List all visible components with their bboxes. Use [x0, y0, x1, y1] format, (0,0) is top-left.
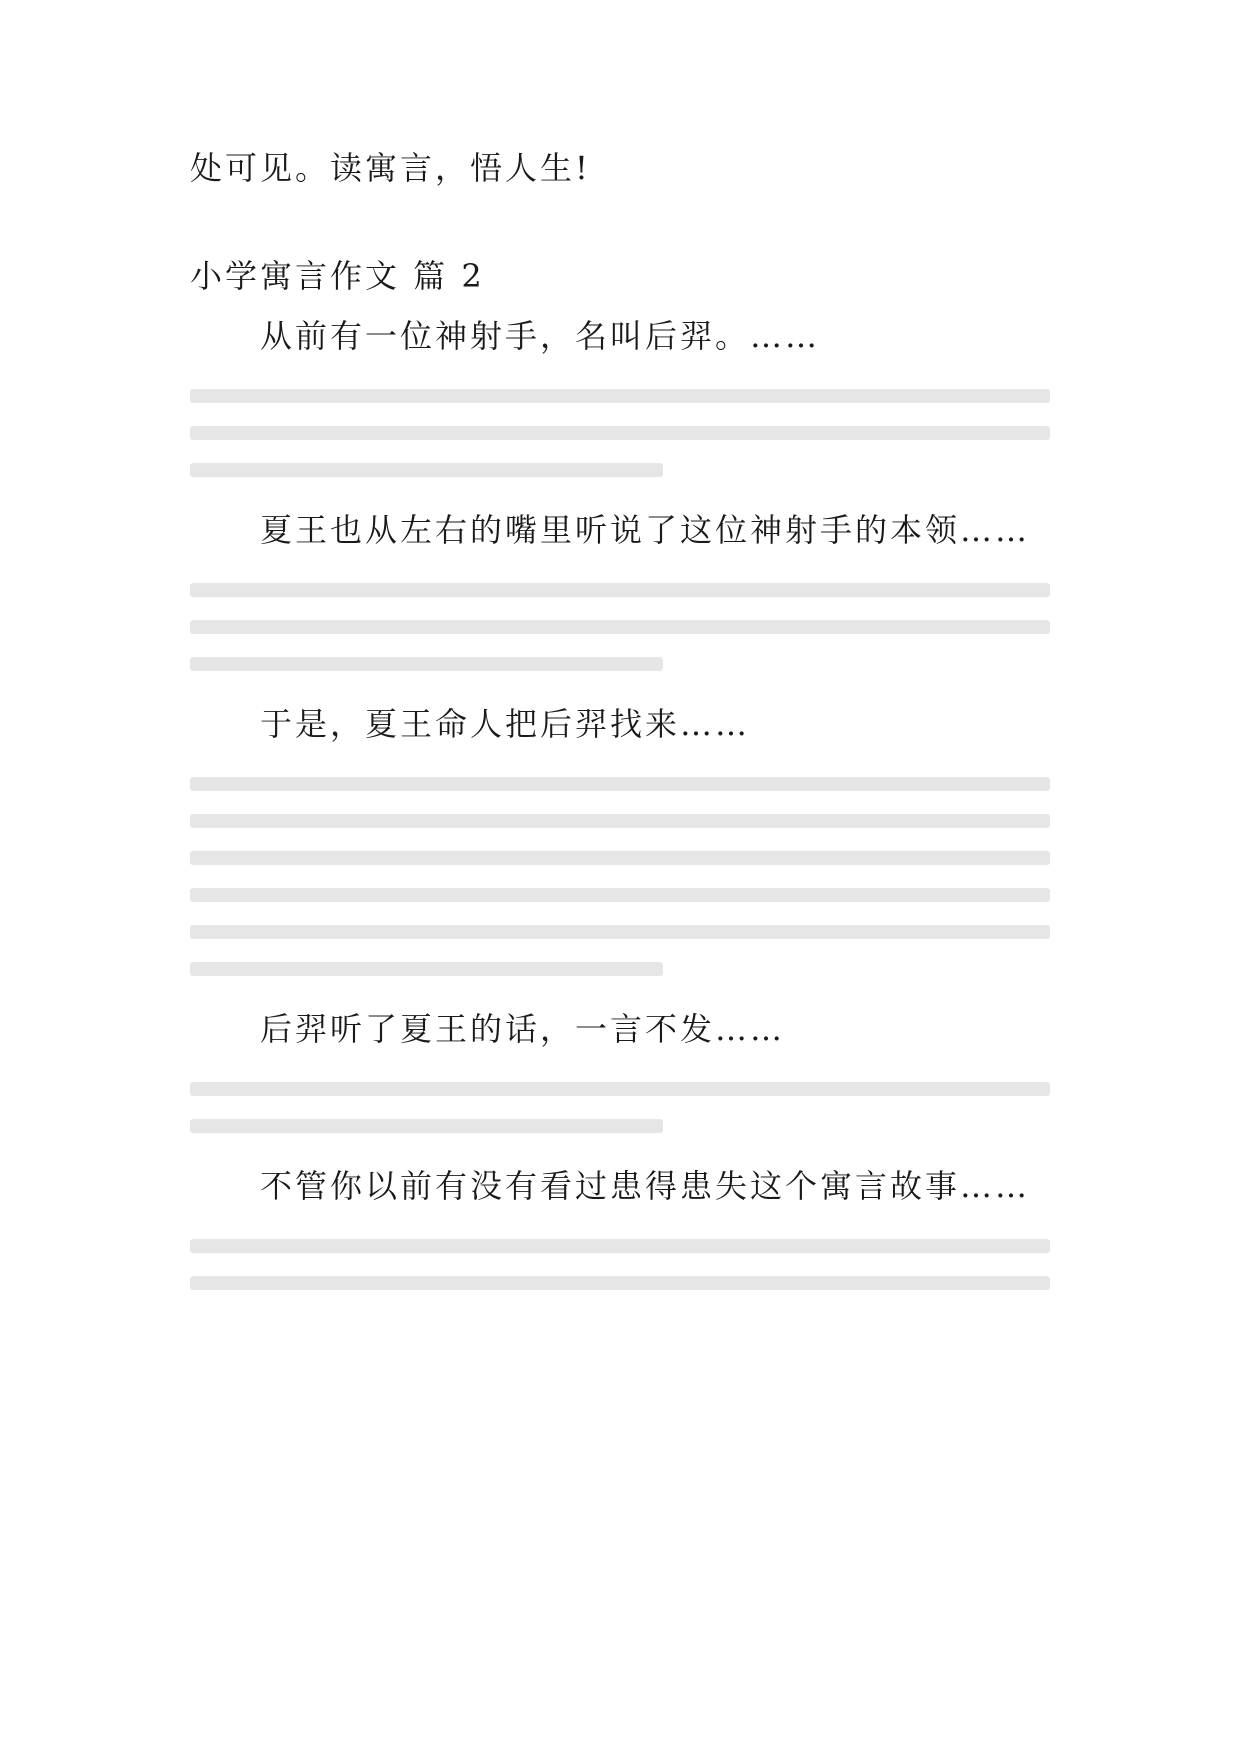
section-heading: 小学寓言作文 篇 2 — [190, 257, 485, 295]
paragraph-5-placeholder — [190, 1276, 1050, 1290]
paragraph-3-placeholder — [190, 925, 1050, 939]
paragraph-5-placeholder — [190, 1239, 1050, 1253]
paragraph-4-text: 后羿听了夏王的话，一言不发…… — [260, 1010, 786, 1048]
paragraph-1-text: 从前有一位神射手，名叫后羿。…… — [260, 317, 821, 355]
paragraph-1 — [190, 306, 1050, 477]
paragraph-3 — [190, 694, 1050, 976]
paragraph-2-placeholder — [190, 657, 663, 671]
paragraph-1-placeholder — [190, 389, 1050, 403]
paragraph-3-text: 于是，夏王命人把后羿找来…… — [260, 705, 751, 743]
paragraph-3-placeholder — [190, 962, 663, 976]
paragraph-5 — [190, 1156, 1050, 1290]
paragraph-4 — [190, 999, 1050, 1133]
paragraph-3-placeholder — [190, 851, 1050, 865]
continuation-block — [190, 138, 1050, 198]
section-block — [190, 246, 1050, 1313]
paragraph-3-placeholder — [190, 777, 1050, 791]
paragraph-2-placeholder — [190, 583, 1050, 597]
paragraph-1-placeholder — [190, 463, 663, 477]
paragraph-4-placeholder — [190, 1119, 663, 1133]
paragraph-2 — [190, 500, 1050, 671]
continuation-line: 处可见。读寓言，悟人生! — [190, 149, 591, 187]
paragraph-1-placeholder — [190, 426, 1050, 440]
paragraph-2-text: 夏王也从左右的嘴里听说了这位神射手的本领…… — [260, 511, 1031, 549]
paragraph-3-placeholder — [190, 814, 1050, 828]
paragraph-3-placeholder — [190, 888, 1050, 902]
paragraph-5-text: 不管你以前有没有看过患得患失这个寓言故事…… — [260, 1167, 1031, 1205]
paragraph-2-placeholder — [190, 620, 1050, 634]
paragraph-4-placeholder — [190, 1082, 1050, 1096]
